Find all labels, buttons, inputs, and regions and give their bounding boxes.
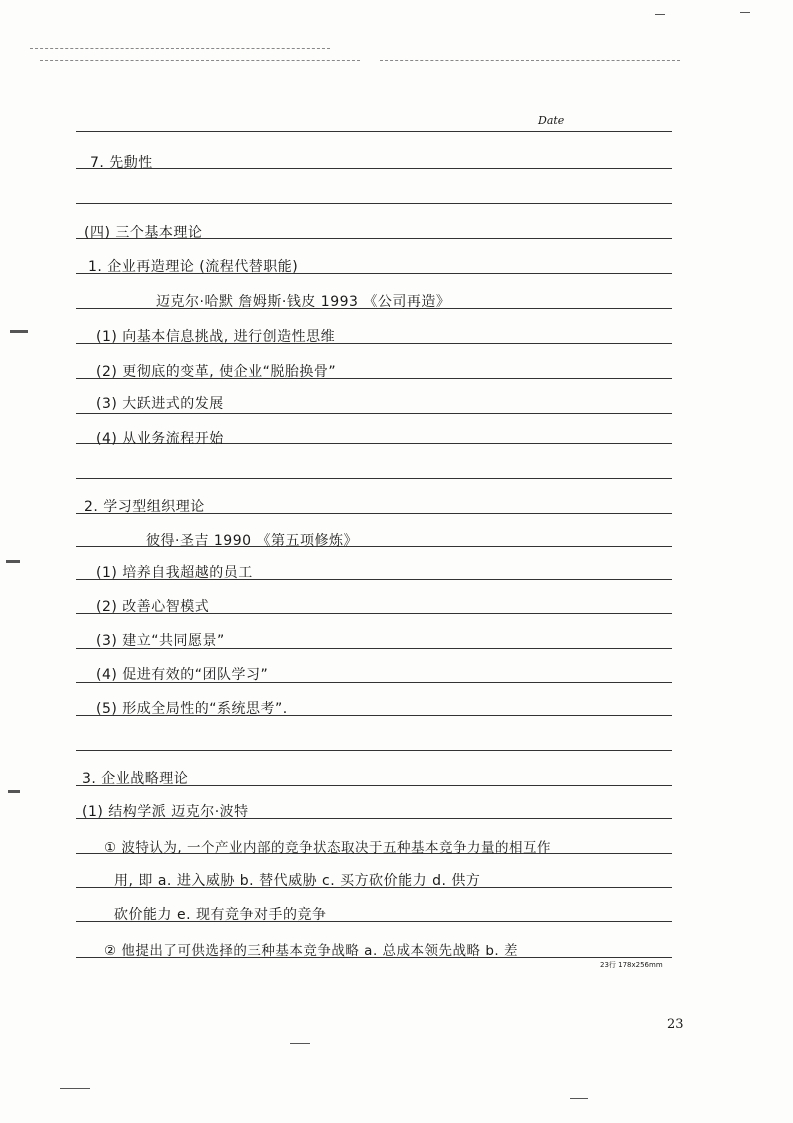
note-line: ② 他提出了可供选择的三种基本竞争战略 a. 总成本领先战略 b. 差 bbox=[104, 943, 518, 959]
ruled-line bbox=[76, 168, 672, 169]
note-line: ① 波特认为, 一个产业内部的竞争状态取决于五种基本竞争力量的相互作 bbox=[104, 840, 551, 856]
paper-spec: 23行 178x256mm bbox=[600, 961, 663, 969]
scan-noise bbox=[570, 1098, 588, 1099]
note-line: 砍价能力 e. 现有竞争对手的竞争 bbox=[114, 907, 327, 923]
ruled-line bbox=[76, 478, 672, 479]
note-line: (3) 大跃进式的发展 bbox=[96, 396, 224, 412]
scan-noise bbox=[655, 14, 665, 15]
note-line: 用, 即 a. 进入威胁 b. 替代威胁 c. 买方砍价能力 d. 供方 bbox=[114, 873, 481, 889]
date-label: Date bbox=[538, 114, 565, 127]
note-line: 2. 学习型组织理论 bbox=[84, 499, 205, 515]
note-line: 7. 先動性 bbox=[90, 155, 153, 171]
note-line: (5) 形成全局性的“系统思考”. bbox=[96, 701, 288, 717]
scan-noise bbox=[30, 48, 330, 49]
scan-noise bbox=[10, 330, 28, 333]
note-line: (1) 培养自我超越的员工 bbox=[96, 565, 253, 581]
note-line: (1) 结构学派 迈克尔·波特 bbox=[82, 804, 249, 820]
ruled-line bbox=[76, 203, 672, 204]
ruled-line bbox=[76, 750, 672, 751]
note-line: 1. 企业再造理论 (流程代替职能) bbox=[88, 259, 299, 275]
scan-noise bbox=[40, 60, 360, 61]
scan-noise bbox=[740, 12, 750, 13]
note-line: (四) 三个基本理论 bbox=[84, 225, 203, 241]
scan-noise bbox=[6, 560, 20, 563]
scan-noise bbox=[290, 1043, 310, 1044]
note-line: 3. 企业战略理论 bbox=[82, 771, 189, 787]
note-line: (4) 促进有效的“团队学习” bbox=[96, 667, 269, 683]
scan-noise bbox=[380, 60, 680, 61]
note-line: (4) 从业务流程开始 bbox=[96, 431, 224, 447]
note-line: 迈克尔·哈默 詹姆斯·钱皮 1993 《公司再造》 bbox=[156, 294, 451, 310]
note-line: (2) 更彻底的变革, 使企业“脱胎换骨” bbox=[96, 364, 337, 380]
ruled-line bbox=[76, 131, 672, 132]
scan-noise bbox=[60, 1088, 90, 1089]
note-line: 彼得·圣吉 1990 《第五项修炼》 bbox=[146, 533, 358, 549]
note-line: (1) 向基本信息挑战, 进行创造性思维 bbox=[96, 329, 336, 345]
note-line: (3) 建立“共同愿景” bbox=[96, 633, 225, 649]
note-line: (2) 改善心智模式 bbox=[96, 599, 210, 615]
scan-noise bbox=[8, 790, 20, 793]
ruled-line bbox=[76, 413, 672, 414]
page-number: 23 bbox=[667, 1017, 684, 1032]
